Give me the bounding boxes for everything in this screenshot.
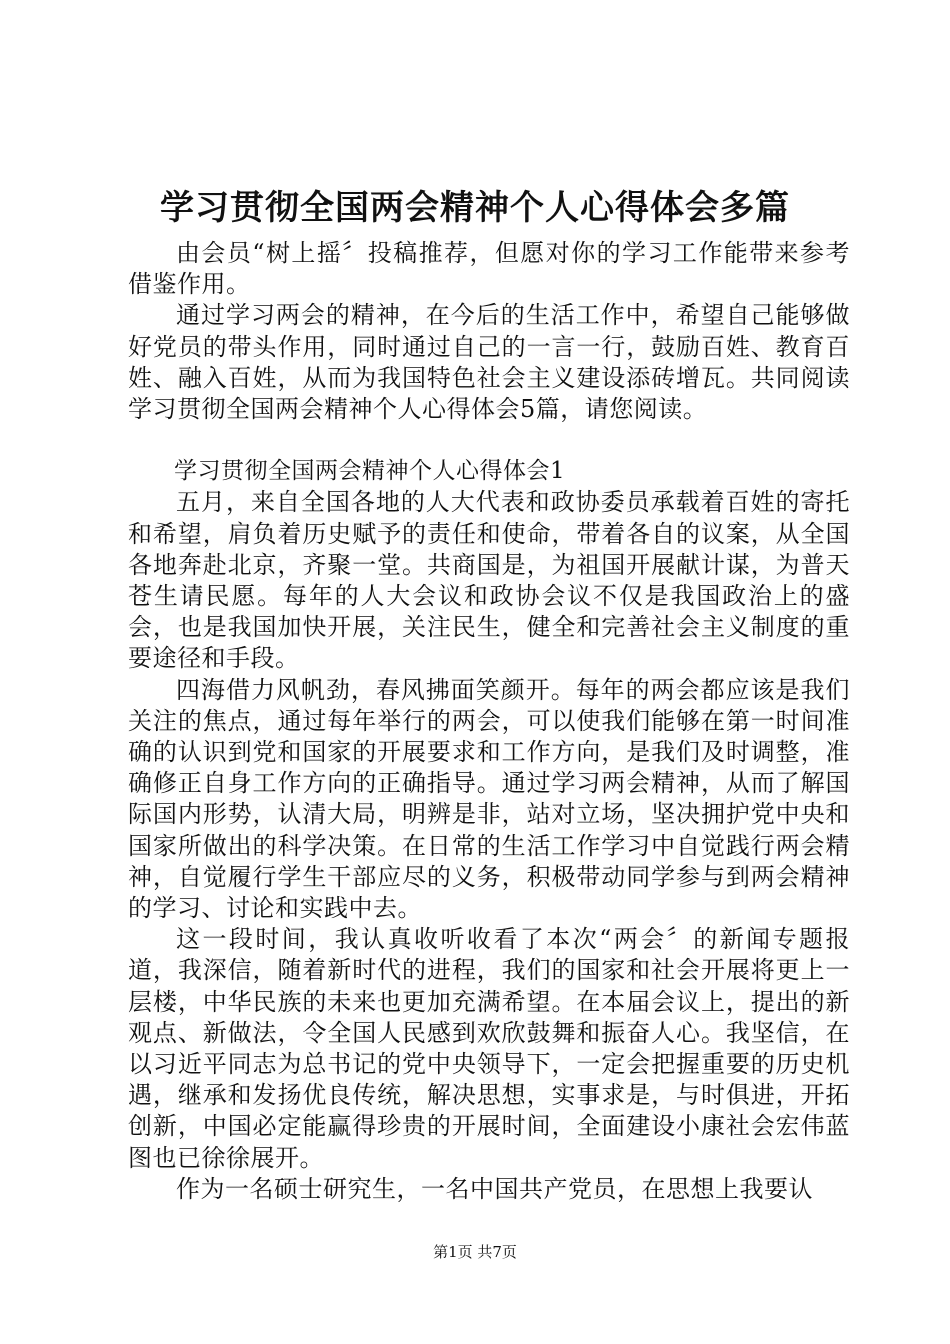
paragraph-gap [128, 425, 850, 456]
body-paragraph-2: 四海借力风帆劲，春风拂面笑颜开。每年的两会都应该是我们关注的焦点，通过每年举行的两会，可以使我们能够在第一时间准确的认识到党和国家的开展要求和工作方向，是我们及时调整，准确修正自身工作方向的正确指导。通过学习两会精神，从而了解国际国内形势，认清大局，明辨是非，站对立场，坚决拥护党中央和国家所做出的科学决策。在日常的生活工作学习中自觉践行两会精神，自觉履行学生干部应尽的义务，积极带动同学参与到两会精神的学习、讨论和实践中去。 [128, 675, 850, 923]
intro-paragraph-1: 由会员“树上摇〞投稿推荐，但愿对你的学习工作能带来参考借鉴作用。 [128, 239, 850, 299]
body-paragraph-3: 这一段时间，我认真收听收看了本次“两会〞的新闻专题报道，我深信，随着新时代的进程，我们的国家和社会开展将更上一层楼，中华民族的未来也更加充满希望。在本届会议上，提出的新观点、新做法，令全国人民感到欢欣鼓舞和振奋人心。我坚信，在以习近平同志为总书记的党中央领导下，一定会把握重要的历史机遇，继承和发扬优良传统，解决思想，实事求是，与时俱进，开拓创新，中国必定能赢得珍贵的开展时间，全面建设小康社会宏伟蓝图也已徐徐展开。 [128, 925, 850, 1172]
body-paragraph-1: 五月，来自全国各地的人大代表和政协委员承载着百姓的寄托和希望，肩负着历史赋予的责任和使命，带着各自的议案，从全国各地奔赴北京，齐聚一堂。共商国是，为祖国开展献计谋，为普天苍生请民愿。每年的人大会议和政协会议不仅是我国政治上的盛会，也是我国加快开展，关注民生，健全和完善社会主义制度的重要途径和手段。 [128, 488, 850, 673]
intro-paragraph-2: 通过学习两会的精神，在今后的生活工作中，希望自己能够做好党员的带头作用，同时通过自己的一言一行，鼓励百姓、教育百姓、融入百姓，从而为我国特色社会主义建设添砖增瓦。共同阅读学习贯彻全国两会精神个人心得体会5篇，请您阅读。 [128, 301, 850, 424]
body-paragraph-4: 作为一名硕士研究生，一名中国共产党员，在思想上我要认 [176, 1174, 813, 1203]
document-body [128, 238, 850, 1205]
page-footer: 第1页 共7页 [433, 1243, 517, 1261]
document-title: 学习贯彻全国两会精神个人心得体会多篇 [160, 188, 790, 228]
section-heading: 学习贯彻全国两会精神个人心得体会1 [174, 458, 566, 485]
